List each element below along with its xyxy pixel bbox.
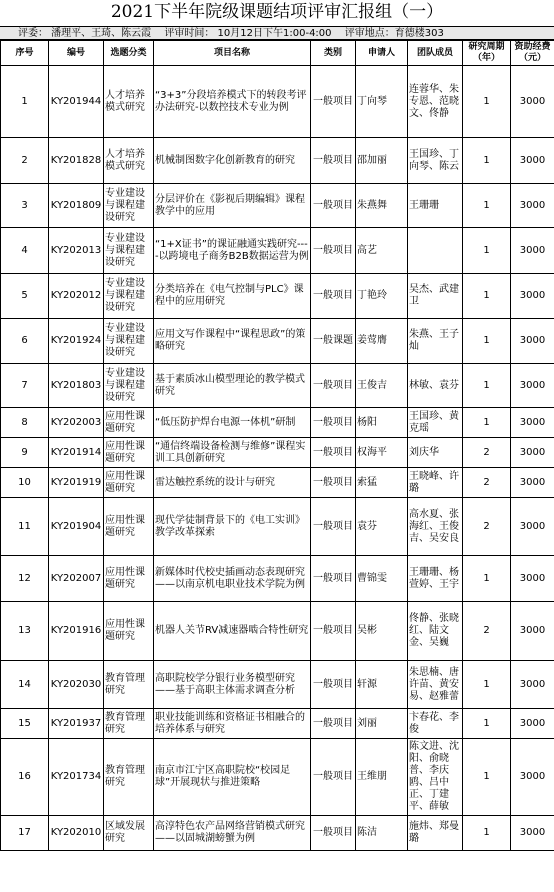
header-id: 编号 (49, 41, 104, 66)
cell-name: 职业技能训练和资格证书相融合的培养体系与研究 (154, 709, 311, 739)
cell-type: 一般项目 (311, 468, 356, 498)
cell-team: 高水夏、张海红、王俊吉、吴安良 (408, 498, 463, 556)
cell-seq: 4 (1, 228, 49, 274)
cell-category: 专业建设与课程建设研究 (104, 274, 154, 319)
cell-category: 应用性课题研究 (104, 602, 154, 661)
cell-team: 陈文进、沈阳、俞晓普、李庆鸥、吕中正、丁建平、薛敏 (408, 739, 463, 816)
cell-seq: 3 (1, 184, 49, 228)
cell-period: 1 (463, 66, 511, 138)
cell-team: 施炜、郑曼璐 (408, 816, 463, 851)
cell-period: 1 (463, 408, 511, 438)
cell-period: 2 (463, 468, 511, 498)
table-row (1, 364, 554, 408)
cell-seq: 14 (1, 661, 49, 709)
cell-seq: 13 (1, 602, 49, 661)
cell-id: KY202012 (49, 274, 104, 319)
cell-type: 一般项目 (311, 438, 356, 468)
table-row (1, 498, 554, 556)
cell-fund: 3000 (511, 498, 554, 556)
cell-seq: 2 (1, 138, 49, 184)
cell-period: 1 (463, 184, 511, 228)
judges-text: 评委： 潘理平、王琦、陈云霞 (18, 28, 152, 39)
cell-id: KY201944 (49, 66, 104, 138)
cell-fund: 3000 (511, 228, 554, 274)
cell-applicant: 杨阳 (356, 408, 408, 438)
cell-category: 教育管理研究 (104, 739, 154, 816)
cell-name: 雷达触控系统的设计与研究 (154, 468, 311, 498)
cell-type: 一般课题 (311, 319, 356, 364)
cell-id: KY202007 (49, 556, 104, 602)
cell-name: 机械制图数字化创新教育的研究 (154, 138, 311, 184)
cell-seq: 8 (1, 408, 49, 438)
cell-seq: 7 (1, 364, 49, 408)
table-row (1, 661, 554, 709)
cell-category: 人才培养模式研究 (104, 138, 154, 184)
cell-applicant: 高艺 (356, 228, 408, 274)
cell-type: 一般项目 (311, 364, 356, 408)
header-seq: 序号 (1, 41, 49, 66)
cell-seq: 16 (1, 739, 49, 816)
cell-applicant: 陈洁 (356, 816, 408, 851)
cell-team (408, 228, 463, 274)
cell-type: 一般项目 (311, 816, 356, 851)
cell-name: 现代学徒制背景下的《电工实训》教学改革探索 (154, 498, 311, 556)
cell-name: “通信终端设备检测与维修”课程实训工具创新研究 (154, 438, 311, 468)
cell-period: 1 (463, 556, 511, 602)
cell-id: KY201803 (49, 364, 104, 408)
cell-period: 2 (463, 498, 511, 556)
cell-name: 南京市江宁区高职院校“校园足球”开展现状与推进策略 (154, 739, 311, 816)
cell-team: 王晓峰、许璐 (408, 468, 463, 498)
cell-fund: 3000 (511, 468, 554, 498)
cell-period: 2 (463, 602, 511, 661)
cell-seq: 17 (1, 816, 49, 851)
cell-category: 教育管理研究 (104, 661, 154, 709)
cell-team: 王珊珊 (408, 184, 463, 228)
cell-applicant: 索猛 (356, 468, 408, 498)
cell-type: 一般项目 (311, 602, 356, 661)
cell-category: 教育管理研究 (104, 709, 154, 739)
cell-team: 王珊珊、杨萱婷、王宇 (408, 556, 463, 602)
cell-applicant: 丁艳玲 (356, 274, 408, 319)
cell-id: KY201924 (49, 319, 104, 364)
cell-id: KY201916 (49, 602, 104, 661)
cell-period: 1 (463, 138, 511, 184)
header-name: 项目名称 (154, 41, 311, 66)
cell-category: 应用性课题研究 (104, 498, 154, 556)
cell-type: 一般项目 (311, 498, 356, 556)
cell-applicant: 丁向琴 (356, 66, 408, 138)
cell-fund: 3000 (511, 602, 554, 661)
table-row (1, 816, 554, 851)
cell-type: 一般项目 (311, 138, 356, 184)
place-text: 评审地点：育德楼303 (344, 28, 444, 39)
cell-type: 一般项目 (311, 408, 356, 438)
table-row (1, 319, 554, 364)
cell-id: KY201937 (49, 709, 104, 739)
cell-team: 朱思楠、唐许苗、黄安易、赵雅蕾 (408, 661, 463, 709)
cell-name: 新媒体时代校史插画动态表现研究——以南京机电职业技术学院为例 (154, 556, 311, 602)
header-fund: 资助经费（元） (511, 41, 554, 66)
cell-fund: 3000 (511, 739, 554, 816)
cell-name: 分类培养在《电气控制与PLC》课程中的应用研究 (154, 274, 311, 319)
cell-name: 基于素质冰山模型理论的教学模式研究 (154, 364, 311, 408)
header-category: 选题分类 (104, 41, 154, 66)
cell-seq: 15 (1, 709, 49, 739)
cell-category: 专业建设与课程建设研究 (104, 184, 154, 228)
cell-fund: 3000 (511, 816, 554, 851)
table-header-row (1, 41, 554, 66)
project-table (0, 40, 554, 851)
cell-seq: 5 (1, 274, 49, 319)
cell-team: 卞春花、李俊 (408, 709, 463, 739)
cell-fund: 3000 (511, 274, 554, 319)
table-row (1, 438, 554, 468)
cell-id: KY202003 (49, 408, 104, 438)
cell-id: KY202010 (49, 816, 104, 851)
cell-team: 朱燕、王子灿 (408, 319, 463, 364)
cell-id: KY201919 (49, 468, 104, 498)
cell-fund: 3000 (511, 661, 554, 709)
table-row (1, 184, 554, 228)
cell-name: 应用文写作课程中“课程思政”的策略研究 (154, 319, 311, 364)
cell-type: 一般项目 (311, 709, 356, 739)
cell-team: 刘庆华 (408, 438, 463, 468)
cell-type: 一般项目 (311, 66, 356, 138)
cell-applicant: 姜莺膺 (356, 319, 408, 364)
table-row (1, 556, 554, 602)
table-row (1, 66, 554, 138)
cell-category: 专业建设与课程建设研究 (104, 319, 154, 364)
table-row (1, 138, 554, 184)
cell-seq: 12 (1, 556, 49, 602)
table-row (1, 709, 554, 739)
table-row (1, 228, 554, 274)
cell-team: 王国珍、黄克瑶 (408, 408, 463, 438)
cell-type: 一般项目 (311, 661, 356, 709)
cell-category: 人才培养模式研究 (104, 66, 154, 138)
cell-team: 林敏、袁芬 (408, 364, 463, 408)
cell-name: 高淳特色农产品网络营销模式研究——以固城湖螃蟹为例 (154, 816, 311, 851)
cell-fund: 3000 (511, 364, 554, 408)
cell-name: “低压防护焊台电源一体机”研制 (154, 408, 311, 438)
cell-category: 应用性课题研究 (104, 468, 154, 498)
cell-id: KY201828 (49, 138, 104, 184)
cell-id: KY201914 (49, 438, 104, 468)
table-row (1, 739, 554, 816)
cell-id: KY202030 (49, 661, 104, 709)
cell-category: 应用性课题研究 (104, 556, 154, 602)
cell-name: 分层评价在《影视后期编辑》课程教学中的应用 (154, 184, 311, 228)
cell-seq: 11 (1, 498, 49, 556)
cell-applicant: 王俊吉 (356, 364, 408, 408)
table-row (1, 408, 554, 438)
cell-type: 一般项目 (311, 184, 356, 228)
cell-id: KY202013 (49, 228, 104, 274)
page-title: 2021下半年院级课题结项评审汇报组（一） (110, 2, 444, 22)
cell-team: 连蓉华、朱专恩、范晓文、佟静 (408, 66, 463, 138)
cell-fund: 3000 (511, 556, 554, 602)
cell-fund: 3000 (511, 438, 554, 468)
cell-type: 一般项目 (311, 228, 356, 274)
cell-seq: 9 (1, 438, 49, 468)
cell-category: 专业建设与课程建设研究 (104, 228, 154, 274)
review-info-bar (0, 26, 554, 40)
cell-type: 一般项目 (311, 739, 356, 816)
cell-applicant: 刘丽 (356, 709, 408, 739)
header-applicant: 申请人 (356, 41, 408, 66)
cell-period: 1 (463, 661, 511, 709)
cell-period: 1 (463, 709, 511, 739)
cell-period: 1 (463, 274, 511, 319)
cell-applicant: 吴彬 (356, 602, 408, 661)
cell-name: 机器人关节RV减速器啮合特性研究 (154, 602, 311, 661)
header-type: 类别 (311, 41, 356, 66)
header-team: 团队成员 (408, 41, 463, 66)
cell-category: 应用性课题研究 (104, 408, 154, 438)
cell-seq: 1 (1, 66, 49, 138)
cell-type: 一般项目 (311, 274, 356, 319)
cell-period: 1 (463, 228, 511, 274)
cell-fund: 3000 (511, 66, 554, 138)
cell-team: 佟静、张晓红、陆文金、吴巍 (408, 602, 463, 661)
cell-category: 应用性课题研究 (104, 438, 154, 468)
cell-applicant: 曹锦雯 (356, 556, 408, 602)
cell-period: 1 (463, 739, 511, 816)
table-row (1, 602, 554, 661)
cell-id: KY201809 (49, 184, 104, 228)
cell-team: 王国珍、丁向琴、陈云 (408, 138, 463, 184)
cell-applicant: 袁芬 (356, 498, 408, 556)
cell-fund: 3000 (511, 408, 554, 438)
cell-category: 专业建设与课程建设研究 (104, 364, 154, 408)
cell-fund: 3000 (511, 709, 554, 739)
cell-applicant: 轩源 (356, 661, 408, 709)
cell-applicant: 邵加丽 (356, 138, 408, 184)
cell-id: KY201904 (49, 498, 104, 556)
cell-period: 1 (463, 319, 511, 364)
cell-period: 2 (463, 438, 511, 468)
cell-seq: 10 (1, 468, 49, 498)
cell-applicant: 王维朋 (356, 739, 408, 816)
cell-applicant: 权海平 (356, 438, 408, 468)
table-row (1, 274, 554, 319)
cell-name: “3+3”分段培养模式下的转段考评办法研究-以数控技术专业为例 (154, 66, 311, 138)
cell-type: 一般项目 (311, 556, 356, 602)
cell-fund: 3000 (511, 319, 554, 364)
header-period: 研究周期（年） (463, 41, 511, 66)
cell-id: KY201734 (49, 739, 104, 816)
cell-period: 1 (463, 816, 511, 851)
cell-name: 高职院校学分银行业务模型研究——基于高职主体需求调查分析 (154, 661, 311, 709)
cell-fund: 3000 (511, 184, 554, 228)
cell-category: 区域发展研究 (104, 816, 154, 851)
table-row (1, 468, 554, 498)
cell-applicant: 朱燕舞 (356, 184, 408, 228)
cell-period: 1 (463, 364, 511, 408)
cell-seq: 6 (1, 319, 49, 364)
cell-team: 吴杰、武建卫 (408, 274, 463, 319)
time-text: 评审时间： 10月12日下午1:00-4:00 (164, 28, 332, 39)
cell-fund: 3000 (511, 138, 554, 184)
cell-name: “1+X证书”的课证融通实践研究----以跨境电子商务B2B数据运营为例 (154, 228, 311, 274)
